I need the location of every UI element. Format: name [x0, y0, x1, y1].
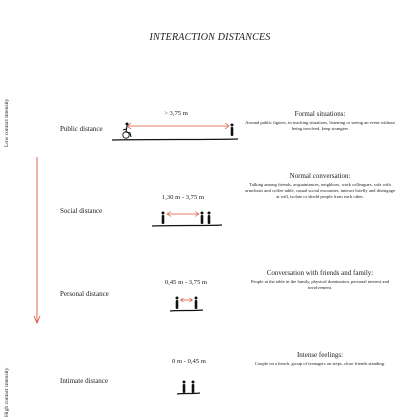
public-distance-arrow	[127, 123, 229, 129]
range-intimate: 0 m - 0,45 m	[172, 358, 206, 365]
zone-intimate-drawing	[177, 381, 200, 395]
zone-name-personal: Personal distance	[60, 290, 109, 298]
personal-distance-arrow	[181, 298, 193, 302]
description-personal: People at the table in the family, physical domination, personal interest and involvement.	[250, 279, 390, 290]
intensity-axis-arrow	[34, 157, 40, 323]
person-icon-left	[183, 381, 186, 394]
social-ground-line	[152, 225, 222, 226]
description-intimate: Couple on a bench, group of teenagers on steps, close friends standing.	[254, 361, 386, 366]
intimate-ground-line	[177, 393, 200, 394]
axis-label-low-contact: Low contact intensity	[4, 98, 10, 147]
heading-public: Formal situations:	[294, 110, 346, 118]
public-ground-line	[112, 139, 238, 140]
range-personal: 0,45 m - 3,75 m	[164, 279, 208, 286]
person-icon-right-1	[201, 212, 204, 225]
wheelchair-person-icon	[123, 123, 131, 139]
person-icon-left	[176, 297, 179, 310]
person-icon-right	[192, 381, 195, 394]
zone-name-public: Public distance	[60, 125, 103, 133]
social-distance-arrow	[167, 212, 199, 217]
description-public: Around public figures, in teaching situations, listening or seeing an event without being involved, keep strangers	[245, 120, 395, 131]
person-icon-left	[162, 212, 165, 225]
zone-social-drawing	[152, 212, 222, 227]
zone-name-intimate: Intimate distance	[60, 377, 109, 385]
heading-intimate: Intense feelings:	[296, 351, 344, 359]
zone-personal-drawing	[170, 297, 203, 312]
description-social: Talking among friends, acquaintances, neighbors, work colleagues, sofa with armchairs and coffee table, casual social encounter, interact briefly and disengage at will, isolate or shield people from each other.	[245, 182, 395, 199]
zone-name-social: Social distance	[60, 207, 103, 215]
heading-social: Normal conversation:	[289, 172, 351, 180]
person-icon-right	[195, 297, 198, 310]
diagram-title: INTERACTION DISTANCES	[149, 32, 271, 43]
personal-ground-line	[170, 310, 203, 311]
range-social: 1,30 m - 3,75 m	[161, 194, 205, 201]
standing-person-icon	[231, 124, 234, 137]
heading-personal: Conversation with friends and family:	[266, 269, 374, 277]
range-public: > 3,75 m	[164, 110, 188, 117]
person-icon-right-2	[208, 212, 211, 225]
axis-label-high-contact: High contact intensity	[4, 367, 10, 417]
zone-public-drawing	[112, 123, 238, 141]
